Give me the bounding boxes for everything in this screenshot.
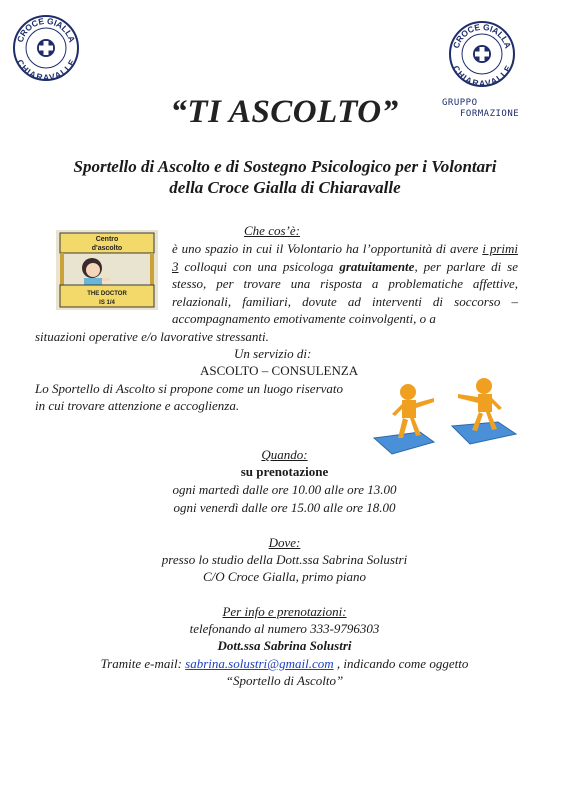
sportello-line1: Lo Sportello di Ascolto si propone come un luogo riservato <box>35 381 344 396</box>
email-suffix: , indicando come oggetto <box>333 656 469 671</box>
croce-gialla-logo-right <box>448 20 516 88</box>
cosa-heading: Che cos’è: <box>244 223 300 238</box>
subtitle-line2: della Croce Gialla di Chiaravalle <box>169 178 401 197</box>
dove-heading: Dove: <box>268 535 301 550</box>
cross-icon <box>37 39 55 57</box>
email-prefix: Tramite e-mail: <box>100 656 186 671</box>
servizio-line2: ASCOLTO – CONSULENZA <box>200 363 359 378</box>
logo-top-text: CROCE GIALLA <box>450 21 514 50</box>
email-link[interactable]: sabrina.solustri@gmail.com <box>185 656 334 671</box>
sportello-line2: in cui trovare attenzione e accoglienza. <box>35 398 240 413</box>
logo-bottom-text: CHIARAVALLE <box>450 63 514 88</box>
gruppo-line1: GRUPPO <box>442 98 478 108</box>
quando-line2: ogni venerdì dalle ore 15.00 alle ore 18.00 <box>173 500 396 515</box>
cosa-paragraph <box>172 240 518 328</box>
info-phone: telefonando al numero 333-9796303 <box>189 621 380 636</box>
cartoon-booth-price: IS 1/4 <box>99 300 115 306</box>
cross-icon <box>473 45 491 63</box>
info-heading: Per info e prenotazioni: <box>222 604 347 619</box>
page-title: “TI ASCOLTO” <box>170 94 399 130</box>
gruppo-line2: FORMAZIONE <box>460 109 520 119</box>
cosa-text-after: , per parlare di se stesso, per trovare una risposta a problematiche affettive, relazionali, familiari, dovute ad interventi di soccorso – accompagnamento emotivamente coinvolgenti, o a <box>172 258 518 326</box>
subtitle-line1: Sportello di Ascolto e di Sostegno Psicologico per i Volontari <box>73 157 497 176</box>
cartoon-booth-label: THE DOCTOR <box>87 291 127 297</box>
servizio-line1: Un servizio di: <box>234 346 312 361</box>
cosa-text-before: è uno spazio in cui il Volontario ha l’opportunità di avere <box>172 241 483 256</box>
cosa-last-line: situazioni operative e/o lavorative stressanti. <box>35 329 269 344</box>
dove-line2: C/O Croce Gialla, primo piano <box>202 569 367 584</box>
dove-line1: presso lo studio della Dott.ssa Sabrina Solustri <box>161 552 408 567</box>
page-subtitle <box>20 156 550 198</box>
info-doctor: Dott.ssa Sabrina Solustri <box>217 638 352 653</box>
cosa-text-bold: gratuitamente <box>339 258 415 274</box>
info-subject: “Sportello di Ascolto” <box>225 673 344 688</box>
croce-gialla-logo-left <box>12 14 80 82</box>
quando-booking: su prenotazione <box>240 464 329 479</box>
cartoon-sign-line2: d'ascolto <box>91 245 123 252</box>
logo-bottom-text: CHIARAVALLE <box>14 57 78 82</box>
info-email-line <box>0 655 569 673</box>
cartoon-sign-line1: Centro <box>95 236 119 243</box>
quando-heading: Quando: <box>261 447 308 462</box>
logo-top-text: CROCE GIALLA <box>14 15 78 44</box>
quando-line1: ogni martedì dalle ore 10.00 alle ore 13.00 <box>172 482 397 497</box>
centro-ascolto-cartoon <box>56 230 158 310</box>
cosa-text-middle: colloqui con una psicologa <box>178 258 340 274</box>
cosa-text-underlined: i primi 3 <box>172 241 518 274</box>
person-figure-icon <box>392 384 434 438</box>
